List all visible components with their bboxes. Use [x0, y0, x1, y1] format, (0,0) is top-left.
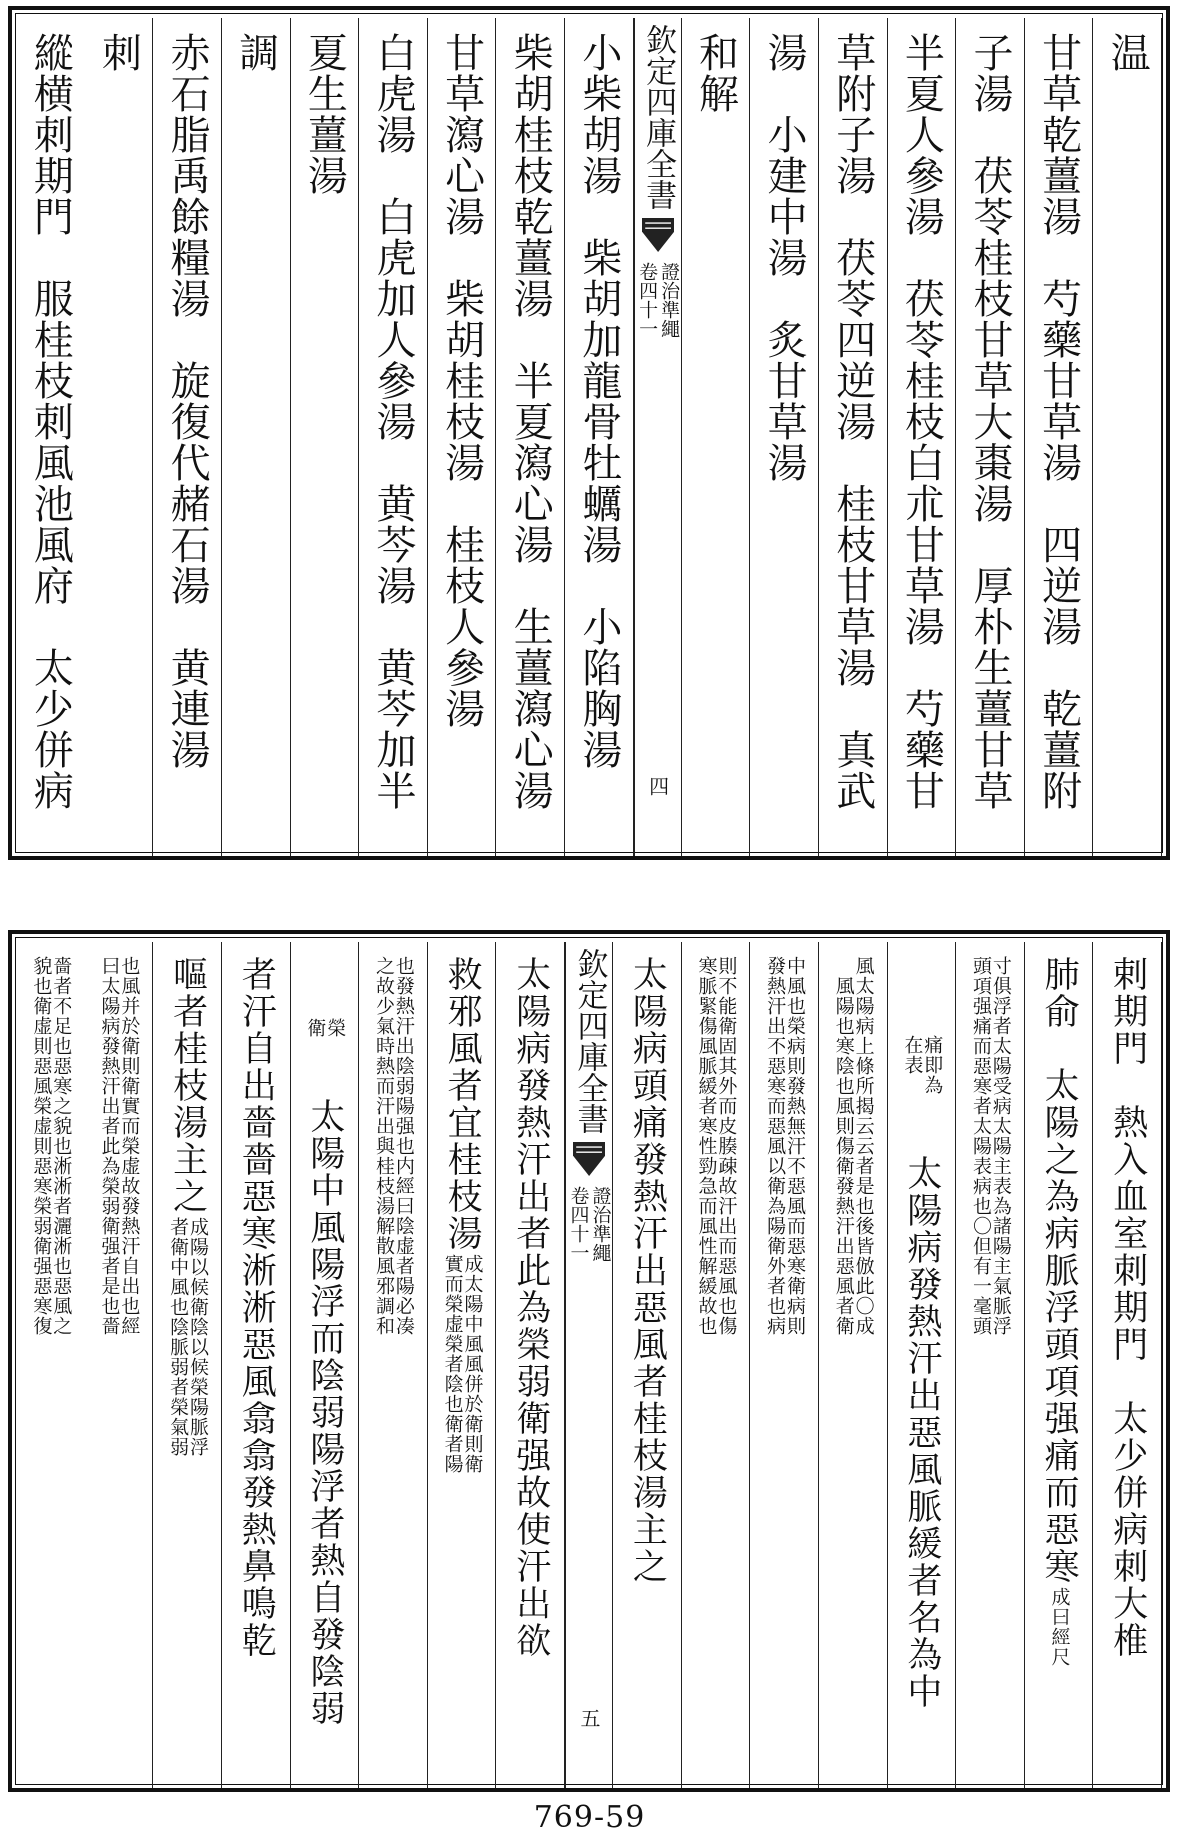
book-info [636, 262, 681, 338]
text-column [16, 18, 85, 856]
page-number: 769-59 [533, 1800, 646, 1835]
book-info [569, 1186, 610, 1262]
column-text: 柴胡桂枝乾薑湯 半夏瀉心湯 生薑瀉心湯 [507, 32, 554, 811]
upper-page [8, 6, 1170, 860]
main-text: 太陽病頭痛發熱汗出惡風者桂枝湯主之 [627, 956, 668, 1585]
text-column [1025, 942, 1094, 1788]
annotation-text: 成太陽中風風併於衛則衛 實而榮虚榮者陰也衛者陽 [441, 1254, 484, 1474]
text-column [496, 18, 565, 856]
column-text: 甘草瀉心湯 柴胡桂枝湯 桂枝人參湯 [438, 32, 485, 729]
text-column [750, 18, 819, 856]
folio-number: 五 [577, 1708, 601, 1728]
text-column [153, 18, 222, 856]
main-text: 剌期門 熱入血室刺期門 太少併病刺大椎 [1107, 956, 1148, 1659]
text-column [613, 942, 682, 1788]
text-column [153, 942, 222, 1788]
column-text: 和解 [692, 32, 739, 114]
main-text: 救邪風者宜桂枝湯 [442, 956, 483, 1252]
text-column [222, 942, 291, 1788]
text-column [1093, 18, 1162, 856]
column-text: 白虎湯 白虎加人參湯 黄芩湯 黄芩加半 [369, 32, 416, 811]
collection-title: 欽定四庫全書 [640, 24, 677, 210]
text-column [428, 942, 497, 1788]
main-text: 太陽中風陽浮而陰弱陽浮者熱自發陰弱 [304, 1097, 345, 1727]
annotation-text: 成曰經尺 [1048, 1587, 1071, 1667]
book-title: 證治準繩 [658, 262, 681, 338]
column-text: 刺 [95, 32, 142, 73]
text-column [565, 18, 634, 856]
text-column [85, 942, 154, 1788]
text-column [888, 942, 957, 1788]
text-column [291, 18, 360, 856]
annotation-text: 則不能衛固其外而皮腠疎故汗出而惡風也傷 寒脈緊傷風脈緩者寒性勁急而風性解緩故也 [695, 956, 738, 1336]
column-text: 草附子湯 茯苓四逆湯 桂枝甘草湯 真武 [829, 32, 876, 811]
text-column [819, 18, 888, 856]
text-column [1093, 942, 1162, 1788]
main-text: 嘔者桂枝湯主之 [167, 956, 208, 1215]
column-text: 小柴胡湯 柴胡加龍骨牡蠣湯 小陷胸湯 [575, 32, 622, 770]
center-margin-column [634, 18, 682, 856]
main-text: 太陽病發熱汗出惡風脈緩者名為中 [901, 1154, 942, 1710]
text-column [359, 942, 428, 1788]
text-column [428, 18, 497, 856]
text-column [291, 942, 360, 1788]
volume-number: 卷四十一 [567, 1186, 590, 1262]
main-text: 太陽病發熱汗出者此為榮弱衛强故使汗出欲 [510, 956, 551, 1659]
text-column [819, 942, 888, 1788]
annotation-text: 風太陽病上條所揭云云者是也後皆倣此〇成 風陽也寒陰也風則傷衛發熱汗出惡風者衛 [832, 956, 875, 1336]
text-column [750, 942, 819, 1788]
column-text: 夏生薑湯 [301, 32, 348, 196]
column-text: 調 [232, 32, 279, 73]
text-column [222, 18, 291, 856]
text-column [956, 18, 1025, 856]
fishtail-mark-icon [642, 218, 674, 252]
main-text: 肺俞 太陽之為病脈浮頭項强痛而惡寒 [1039, 956, 1080, 1585]
annotation-text: 榮 衛 [304, 1017, 347, 1038]
annotation-text: 也風并於衛則衛實而榮虚故發熱汗自出也經 曰太陽病發熱汗出者此為榮弱衛强者是也嗇 [98, 956, 141, 1336]
column-text: 甘草乾薑湯 芍藥甘草湯 四逆湯 乾薑附 [1035, 32, 1082, 811]
column-text: 湯 小建中湯 炙甘草湯 [761, 32, 808, 483]
text-column [16, 942, 85, 1788]
annotation-text: 成陽以候衛陰以候榮陽脈浮 者衛中風也陰脈弱者榮氣弱 [167, 1217, 209, 1457]
column-text: 赤石脂禹餘糧湯 旋復代赭石湯 黄連湯 [164, 32, 211, 770]
collection-title: 欽定四庫全書 [571, 948, 608, 1134]
text-column [359, 18, 428, 856]
text-column [1025, 18, 1094, 856]
folio-number: 四 [645, 776, 670, 796]
text-column [888, 18, 957, 856]
annotation-text: 嗇者不足也惡寒之貌也淅淅者灑淅也惡風之 貌也衛虚則惡風榮虚則惡寒榮弱衛强惡寒復 [30, 956, 73, 1336]
book-title: 證治準繩 [589, 1186, 612, 1262]
annotation-text: 中風也榮病則發熱無汗不惡風而惡寒衛病則 發熱汗出不惡寒而惡風以衛為陽衛外者也病 [764, 956, 806, 1336]
center-margin-column [565, 942, 613, 1788]
text-column [956, 942, 1025, 1788]
column-text: 温 [1104, 32, 1151, 73]
column-text: 縱横刺期門 服桂枝刺風池風府 太少併病 [27, 32, 74, 811]
column-text: 子湯 茯苓桂枝甘草大棗湯 厚朴生薑甘草 [966, 32, 1013, 811]
annotation-text: 也發熱汗出陰弱陽强也内經曰陰虚者陽必凑 之故少氣時熱而汗出與桂枝湯解散風邪調和 [372, 956, 415, 1336]
text-column [85, 18, 154, 856]
annotation-text: 痛即為 在表 [901, 1034, 944, 1095]
column-text: 半夏人參湯 茯苓桂枝白朮甘草湯 芍藥甘 [898, 32, 945, 811]
text-column [682, 18, 751, 856]
annotation-text: 寸俱浮者太陽受病太陽主表為諸陽主氣脈浮 頭項强痛而惡寒者太陽表病也〇但有一毫頭 [969, 956, 1012, 1336]
lower-page [8, 930, 1170, 1792]
text-column [496, 942, 565, 1788]
fishtail-mark-icon [573, 1142, 605, 1176]
main-text: 者汗自出嗇嗇惡寒淅淅惡風翕翕發熱鼻鳴乾 [236, 956, 277, 1659]
text-column [682, 942, 751, 1788]
volume-number: 卷四十一 [636, 262, 659, 338]
